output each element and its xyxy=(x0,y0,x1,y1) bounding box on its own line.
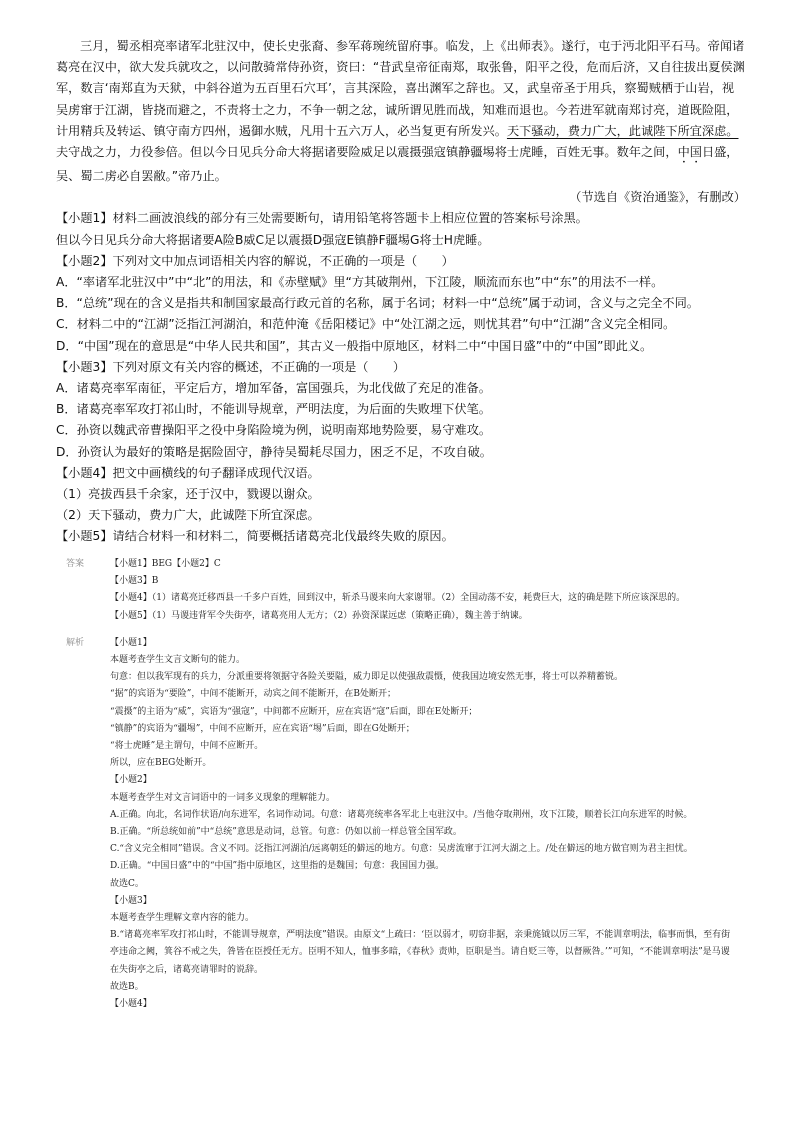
question-line: C．材料二中的“江湖”泛指江河湖泊，和范仲淹《岳阳楼记》中“处江湖之远，则忧其君”句中“江湖”含义完全相同。 xyxy=(56,317,676,332)
question-line: B．诸葛亮率军攻打祁山时，不能训导规章，严明法度，为后面的失败埋下伏笔。 xyxy=(56,402,491,417)
passage-text-3: 日盛，吴、蜀二虏必自罢敝。”帝乃止。 xyxy=(56,145,739,184)
analysis-line: 本题考查学生文言文断句的能力。 xyxy=(110,655,246,666)
question-list xyxy=(56,208,746,547)
analysis-line: B.“诸葛亮率军攻打祁山时，不能训导规章，严明法度”错误。由原文“上疏曰：‘臣以弱才，叨窃非据，亲秉旄钺以厉三军，不能训章明法，临事而惧，至有街亭违命之阙，箕谷不戒之失，咎皆在臣授任无方。臣明不知人，恤事多暗，《春秋》责帅，臣职是当。请自贬三等，以督厥咎。’”可知，“不能训章明法”是马谡在失街亭之后，诸葛亮请罪时的说辞。 xyxy=(110,930,731,975)
question-line: 【小题4】把文中画横线的句子翻译成现代汉语。 xyxy=(56,465,320,480)
underlined-sentence: 天下骚动，费力广大，此诚陛下所宜深虑。 xyxy=(506,123,739,138)
passage-text-2: 夫守战之力，力役参倍。但以今日见兵分命大将据诸要险威足以震摄强寇镇静疆埸将士虎睡，百姓无事。数年之间， xyxy=(56,145,678,160)
question-line: 【小题5】请结合材料一和材料二，简要概括诸葛亮北伐最终失败的原因。 xyxy=(56,529,454,544)
analysis-line: 本题考查学生理解文章内容的能力。 xyxy=(110,913,255,924)
answer-line: 【小题1】BEG【小题2】C xyxy=(110,559,221,569)
analysis-line: 句意：但以我军现有的兵力，分派重要将领据守各险关要隘，威力即足以使强敌震慑，使我国边境安然无事，将士可以养精蓄锐。 xyxy=(110,672,624,683)
analysis-line: 故选B。 xyxy=(110,981,144,992)
analysis-line: 本题考查学生对文言词语中的一词多义现象的理解能力。 xyxy=(110,792,336,803)
question-line: （1）亮拔西县千余家，还于汉中，戮谡以谢众。 xyxy=(56,487,320,502)
question-line: （2）天下骚动，费力广大，此诚陛下所宜深虑。 xyxy=(56,508,320,523)
analysis-line: B.正确。“所总统如前”中“总统”意思是动词，总管。句意：仍如以前一样总管全国军政。 xyxy=(110,827,462,838)
answer-line: 【小题4】（1）诸葛亮迁移西县一千多户百姓，回到汉中，斩杀马谡来向大家谢罪。（2）全国动荡不安，耗费巨大，这的确是陛下所应该深思的。 xyxy=(110,593,686,604)
analysis-line: 【小题2】 xyxy=(110,775,152,786)
answer-section xyxy=(66,556,736,625)
answer-line: 【小题3】B xyxy=(110,576,159,587)
question-line: A．诸葛亮率军南征，平定后方，增加军备，富国强兵，为北伐做了充足的准备。 xyxy=(56,381,491,396)
passage-paragraph xyxy=(56,36,746,187)
passage-source: （节选自《资治通鉴》，有删改） xyxy=(569,190,746,205)
analysis-line: 所以，应在BEG处断开。 xyxy=(110,758,212,769)
question-area xyxy=(56,36,746,548)
question-line: 但以今日见兵分命大将据诸要A险B威C足以震摄D强寇E镇静F疆埸G将士H虎睡。 xyxy=(56,232,490,247)
analysis-line: D.正确。“中国日盛”中的“中国”指中原地区，这里指的是魏国；句意：我国国力强。 xyxy=(110,861,445,872)
answer-area xyxy=(66,556,736,1013)
question-line: C．孙资以魏武帝曹操阳平之役中身陷险境为例，说明南郑地势险要，易守难攻。 xyxy=(56,423,492,438)
analysis-line: “震摄”的主语为“威”，宾语为“强寇”，中间都不应断开，应在宾语“寇”后面，即在E处断开； xyxy=(110,706,478,717)
analysis-line: A.正确。向北，名词作状语/向东进军，名词作动词。句意：诸葛亮统率各军北上屯驻汉中。/当他夺取荆州，攻下江陵，顺着长江向东进军的时候。 xyxy=(110,809,693,820)
analysis-line: “据”的宾语为“要险”，中间不能断开，动宾之间不能断开，在B处断开； xyxy=(110,689,397,700)
passage-text-1: 三月，蜀丞相亮率诸军北驻汉中，使长史张裔、参军蒋琬统留府事。临发，上《出师表》。遂行，屯于沔北阳平石马。帝闻诸葛亮在汉中，欲大发兵就攻之，以问散骑常侍孙资，资曰：“昔武皇帝征南郑，取张鲁，阳平之役，危而后济，又自往拔出夏侯渊军，数言‘南郑直为天狱，中斜谷道为五百里石穴耳’，言其深险，喜出渊军之辞也。又，武皇帝圣于用兵，察蜀贼栖于山岩，视吴虏窜于江湖，皆挠而避之，不责将士之力，不争一朝之忿，诚所谓见胜而战，知难而退也。今若进军就南郑讨亮，道既险阻，计用精兵及转运、镇守南方四州，遏御水贼，凡用十五六万人，必当复更有所发兴。 xyxy=(56,39,745,138)
question-line: B．“总统”现在的含义是指共和制国家最高行政元首的名称，属于名词；材料一中“总统”属于动词，含义与之完全不同。 xyxy=(56,296,699,311)
question-line: A．“率诸军北驻汉中”中“北”的用法，和《赤壁赋》里“方其破荆州，下江陵，顺流而东也”中“东”的用法不一样。 xyxy=(56,275,664,290)
analysis-section xyxy=(66,635,736,1013)
analysis-line: 故选C。 xyxy=(110,878,144,889)
analysis-line: C.“含义完全相同”错误。含义不同。泛指江河湖泊/远离朝廷的僻远的地方。句意：吴虏流窜于江河大湖之上。/处在僻远的地方做官则为君主担忧。 xyxy=(110,844,693,855)
analysis-line: 【小题1】 xyxy=(110,637,152,648)
analysis-label: 解析 xyxy=(66,637,85,648)
analysis-line: 【小题3】 xyxy=(110,895,152,906)
analysis-line: “镇静”的宾语为“疆埸”，中间不应断开，应在宾语“埸”后面，即在G处断开； xyxy=(110,723,415,734)
question-line: D．孙资认为最好的策略是据险固守，静待吴蜀耗尽国力，困乏不足，不攻自破。 xyxy=(56,444,492,459)
analysis-line: “将士虎睡”是主谓句，中间不应断开。 xyxy=(110,741,264,752)
answer-line: 【小题5】（1）马谡违背军令失街亭，诸葛亮用人无方；（2）孙资深谋远虑（策略正确），魏主善于纳谏。 xyxy=(110,610,528,621)
answer-label: 答案 xyxy=(66,559,85,569)
question-line: 【小题1】材料二画波浪线的部分有三处需要断句，请用铅笔将答题卡上相应位置的答案标号涂黑。 xyxy=(56,211,588,226)
question-line: 【小题3】下列对原文有关内容的概述，不正确的一项是（ ） xyxy=(56,359,406,374)
question-line: D．“中国”现在的意思是“中华人民共和国”，其古义一般指中原地区，材料二中“中国日盛”中的“中国”即此义。 xyxy=(56,338,653,353)
question-line: 【小题2】下列对文中加点词语相关内容的解说，不正确的一项是（ ） xyxy=(56,253,454,268)
dotted-word: 中国 xyxy=(677,145,702,160)
analysis-line: 【小题4】 xyxy=(110,999,152,1010)
